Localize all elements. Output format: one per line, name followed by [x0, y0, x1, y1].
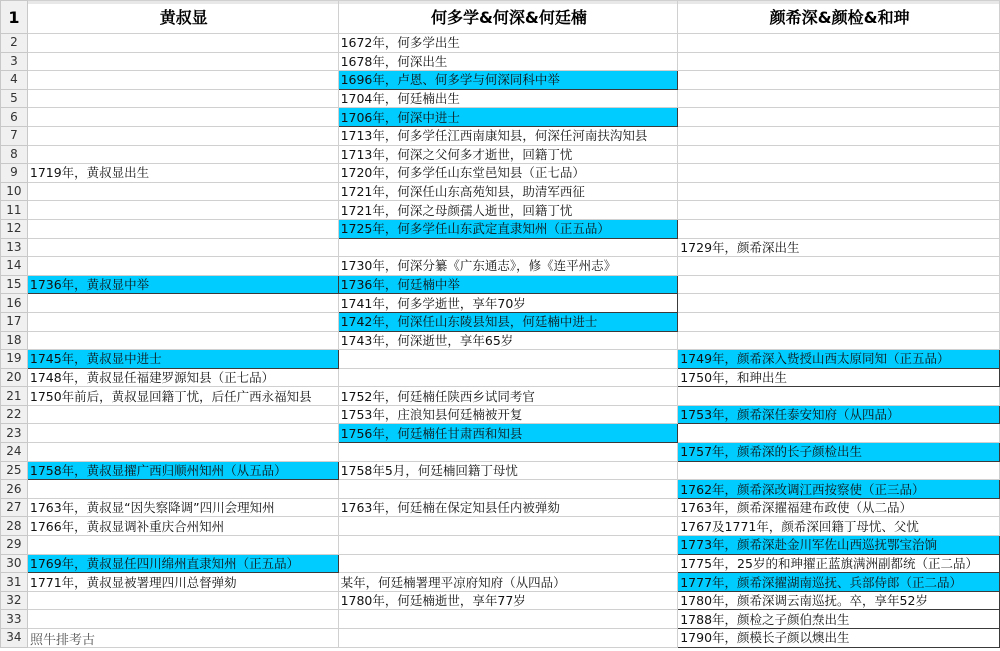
cell-he[interactable]	[338, 443, 678, 462]
row-number[interactable]: 23	[1, 424, 28, 443]
row-number[interactable]: 26	[1, 480, 28, 499]
row-number[interactable]: 19	[1, 350, 28, 369]
row-number[interactable]: 13	[1, 238, 28, 257]
row-number[interactable]: 3	[1, 52, 28, 71]
cell-he[interactable]: 1706年，何深中进士	[338, 108, 678, 127]
cell-yan[interactable]	[678, 108, 1000, 127]
cell-yan[interactable]: 1790年，颜模长子颜以燠出生	[678, 629, 1000, 648]
cell-huang[interactable]: 1771年，黄叔显被署理四川总督弹劾	[27, 573, 338, 592]
table-row	[1, 145, 1000, 164]
table-row	[1, 71, 1000, 90]
table-row	[1, 164, 1000, 183]
cell-huang[interactable]	[27, 405, 338, 424]
table-row	[1, 350, 1000, 369]
cell-huang[interactable]: 1748年，黄叔显任福建罗源知县（正七品）	[27, 368, 338, 387]
cell-yan[interactable]: 1780年，颜希深调云南巡抚。卒，享年52岁	[678, 591, 1000, 610]
cell-he[interactable]	[338, 480, 678, 499]
cell-huang[interactable]	[27, 331, 338, 350]
cell-he[interactable]: 1721年，何深之母颜孺人逝世，回籍丁忧	[338, 201, 678, 220]
row-number[interactable]: 20	[1, 368, 28, 387]
row-number[interactable]: 16	[1, 294, 28, 313]
cell-he[interactable]: 1752年，何廷楠任陕西乡试同考官	[338, 387, 678, 406]
cell-yan[interactable]	[678, 71, 1000, 90]
cell-huang[interactable]	[27, 610, 338, 629]
table-row	[1, 182, 1000, 201]
cell-yan[interactable]	[678, 312, 1000, 331]
cell-he[interactable]: 1713年，何多学任江西南康知县，何深任河南扶沟知县	[338, 126, 678, 145]
row-number[interactable]: 34	[1, 629, 28, 648]
cell-huang[interactable]	[27, 591, 338, 610]
cell-he[interactable]: 1678年，何深出生	[338, 52, 678, 71]
cell-he[interactable]: 1721年，何深任山东高苑知县，助清军西征	[338, 182, 678, 201]
cell-huang[interactable]	[27, 108, 338, 127]
table-row	[1, 126, 1000, 145]
cell-he[interactable]: 1704年，何廷楠出生	[338, 89, 678, 108]
table-row	[1, 312, 1000, 331]
cell-huang[interactable]: 1763年，黄叔显“因失察降调”四川会理知州	[27, 498, 338, 517]
cell-huang[interactable]	[27, 126, 338, 145]
cell-he[interactable]: 1720年，何多学任山东堂邑知县（正七品）	[338, 164, 678, 183]
cell-he[interactable]: 1672年，何多学出生	[338, 34, 678, 53]
table-row	[1, 591, 1000, 610]
table-row	[1, 517, 1000, 536]
column-header-yan[interactable]: 颜希深&颜检&和珅	[678, 1, 1000, 34]
cell-huang[interactable]	[27, 34, 338, 53]
cell-yan[interactable]: 1788年，颜检之子颜伯焘出生	[678, 610, 1000, 629]
cell-he[interactable]: 1743年，何深逝世，享年65岁	[338, 331, 678, 350]
watermark-text: 照牛排考古	[30, 633, 96, 648]
row-number[interactable]: 28	[1, 517, 28, 536]
table-row	[1, 387, 1000, 406]
cell-huang[interactable]	[27, 52, 338, 71]
cell-huang[interactable]: 1745年，黄叔显中进士	[27, 350, 338, 369]
row-number[interactable]: 17	[1, 312, 28, 331]
cell-huang[interactable]	[27, 257, 338, 276]
row-number[interactable]: 21	[1, 387, 28, 406]
table-row	[1, 405, 1000, 424]
cell-huang[interactable]	[27, 219, 338, 238]
cell-huang[interactable]: 1769年，黄叔显任四川绵州直隶知州（正五品）	[27, 554, 338, 573]
cell-he[interactable]: 1756年，何廷楠任甘肃西和知县	[338, 424, 678, 443]
table-row	[1, 573, 1000, 592]
cell-huang[interactable]: 1719年，黄叔显出生	[27, 164, 338, 183]
column-header-huang[interactable]: 黄叔显	[27, 1, 338, 34]
cell-he[interactable]	[338, 238, 678, 257]
table-row	[1, 294, 1000, 313]
cell-yan[interactable]	[678, 126, 1000, 145]
cell-yan[interactable]	[678, 257, 1000, 276]
table-row	[1, 443, 1000, 462]
cell-he[interactable]: 1736年，何廷楠中举	[338, 275, 678, 294]
cell-huang[interactable]: 1750年前后，黄叔显回籍丁忧，后任广西永福知县	[27, 387, 338, 406]
cell-he[interactable]	[338, 368, 678, 387]
cell-yan[interactable]: 1773年，颜希深赴金川军佐山西巡抚鄂宝治饷	[678, 536, 1000, 555]
table-row	[1, 480, 1000, 499]
cell-yan[interactable]	[678, 52, 1000, 71]
cell-huang[interactable]	[27, 182, 338, 201]
row-number[interactable]: 11	[1, 201, 28, 220]
table-row	[1, 238, 1000, 257]
row-number[interactable]: 2	[1, 34, 28, 53]
table-row	[1, 257, 1000, 276]
column-header-he[interactable]: 何多学&何深&何廷楠	[338, 1, 678, 34]
cell-yan[interactable]: 1777年，颜希深擢湖南巡抚、兵部侍郎（正二品）	[678, 573, 1000, 592]
cell-huang[interactable]	[27, 71, 338, 90]
row-number[interactable]: 33	[1, 610, 28, 629]
cell-he[interactable]	[338, 350, 678, 369]
cell-he[interactable]: 1696年，卢恩、何多学与何深同科中举	[338, 71, 678, 90]
table-row	[1, 461, 1000, 480]
row-number[interactable]: 7	[1, 126, 28, 145]
cell-huang[interactable]	[27, 443, 338, 462]
row-number[interactable]: 14	[1, 257, 28, 276]
cell-huang[interactable]	[27, 424, 338, 443]
row-number[interactable]: 25	[1, 461, 28, 480]
cell-huang[interactable]: 1758年，黄叔显擢广西归顺州知州（从五品）	[27, 461, 338, 480]
row-number[interactable]: 5	[1, 89, 28, 108]
row-number[interactable]: 4	[1, 71, 28, 90]
cell-huang[interactable]	[27, 480, 338, 499]
row-number[interactable]: 6	[1, 108, 28, 127]
table-row	[1, 424, 1000, 443]
cell-he[interactable]: 1713年，何深之父何多才逝世，回籍丁忧	[338, 145, 678, 164]
table-row	[1, 536, 1000, 555]
row-number[interactable]: 24	[1, 443, 28, 462]
cell-he[interactable]: 1725年，何多学任山东武定直隶知州（正五品）	[338, 219, 678, 238]
cell-yan[interactable]	[678, 219, 1000, 238]
cell-yan[interactable]	[678, 294, 1000, 313]
row-number[interactable]: 8	[1, 145, 28, 164]
cell-huang[interactable]	[27, 238, 338, 257]
table-row	[1, 275, 1000, 294]
cell-he[interactable]	[338, 629, 678, 648]
cell-he[interactable]: 1742年，何深任山东陵县知县，何廷楠中进士	[338, 312, 678, 331]
row-number[interactable]: 9	[1, 164, 28, 183]
cell-he[interactable]	[338, 536, 678, 555]
cell-yan[interactable]	[678, 424, 1000, 443]
cell-yan[interactable]: 1757年，颜希深的长子颜检出生	[678, 443, 1000, 462]
row-number[interactable]: 1	[1, 1, 28, 34]
cell-yan[interactable]: 1753年，颜希深任泰安知府（从四品）	[678, 405, 1000, 424]
cell-yan[interactable]: 1763年，颜希深擢福建布政使（从二品）	[678, 498, 1000, 517]
table-row	[1, 219, 1000, 238]
cell-he[interactable]: 某年，何廷楠署理平凉府知府（从四品）	[338, 573, 678, 592]
cell-he[interactable]: 1753年，庄浪知县何廷楠被开复	[338, 405, 678, 424]
header-row	[1, 1, 1000, 34]
table-row	[1, 201, 1000, 220]
cell-yan[interactable]	[678, 275, 1000, 294]
cell-yan[interactable]: 1775年，25岁的和珅擢正蓝旗满洲副都统（正二品）	[678, 554, 1000, 573]
cell-yan[interactable]	[678, 461, 1000, 480]
cell-huang[interactable]	[27, 145, 338, 164]
cell-he[interactable]	[338, 610, 678, 629]
table-row	[1, 108, 1000, 127]
table-row	[1, 34, 1000, 53]
table-row	[1, 554, 1000, 573]
row-number[interactable]: 15	[1, 275, 28, 294]
row-number[interactable]: 27	[1, 498, 28, 517]
row-number[interactable]: 31	[1, 573, 28, 592]
cell-huang[interactable]: 1766年，黄叔显调补重庆合州知州	[27, 517, 338, 536]
cell-yan[interactable]: 1749年，颜希深入赀授山西太原同知（正五品）	[678, 350, 1000, 369]
row-number[interactable]: 32	[1, 591, 28, 610]
cell-yan[interactable]	[678, 164, 1000, 183]
table-row	[1, 368, 1000, 387]
table-row	[1, 331, 1000, 350]
cell-huang[interactable]	[27, 312, 338, 331]
cell-yan[interactable]	[678, 331, 1000, 350]
row-number[interactable]: 30	[1, 554, 28, 573]
cell-huang[interactable]	[27, 536, 338, 555]
cell-he[interactable]: 1730年，何深分纂《广东通志》，修《连平州志》	[338, 257, 678, 276]
table-row	[1, 498, 1000, 517]
cell-yan[interactable]	[678, 89, 1000, 108]
cell-huang[interactable]: 1736年，黄叔显中举	[27, 275, 338, 294]
cell-yan[interactable]: 1767及1771年，颜希深回籍丁母忧、父忧	[678, 517, 1000, 536]
cell-he[interactable]: 1758年5月，何廷楠回籍丁母忧	[338, 461, 678, 480]
cell-huang[interactable]	[27, 201, 338, 220]
table-row	[1, 629, 1000, 648]
row-number[interactable]: 29	[1, 536, 28, 555]
cell-huang[interactable]	[27, 89, 338, 108]
row-number[interactable]: 10	[1, 182, 28, 201]
cell-yan[interactable]	[678, 145, 1000, 164]
cell-he[interactable]	[338, 554, 678, 573]
cell-yan[interactable]	[678, 201, 1000, 220]
cell-yan[interactable]: 1750年，和珅出生	[678, 368, 1000, 387]
cell-he[interactable]: 1780年，何廷楠逝世，享年77岁	[338, 591, 678, 610]
row-number[interactable]: 22	[1, 405, 28, 424]
cell-he[interactable]	[338, 517, 678, 536]
cell-yan[interactable]	[678, 182, 1000, 201]
cell-yan[interactable]	[678, 387, 1000, 406]
row-number[interactable]: 12	[1, 219, 28, 238]
cell-huang[interactable]	[27, 294, 338, 313]
row-number[interactable]: 18	[1, 331, 28, 350]
table-row	[1, 610, 1000, 629]
table-row	[1, 89, 1000, 108]
cell-yan[interactable]	[678, 34, 1000, 53]
cell-he[interactable]: 1763年，何廷楠在保定知县任内被弹劾	[338, 498, 678, 517]
cell-yan[interactable]: 1762年，颜希深改调江西按察使（正三品）	[678, 480, 1000, 499]
cell-yan[interactable]: 1729年，颜希深出生	[678, 238, 1000, 257]
table-row	[1, 52, 1000, 71]
cell-he[interactable]: 1741年，何多学逝世，享年70岁	[338, 294, 678, 313]
